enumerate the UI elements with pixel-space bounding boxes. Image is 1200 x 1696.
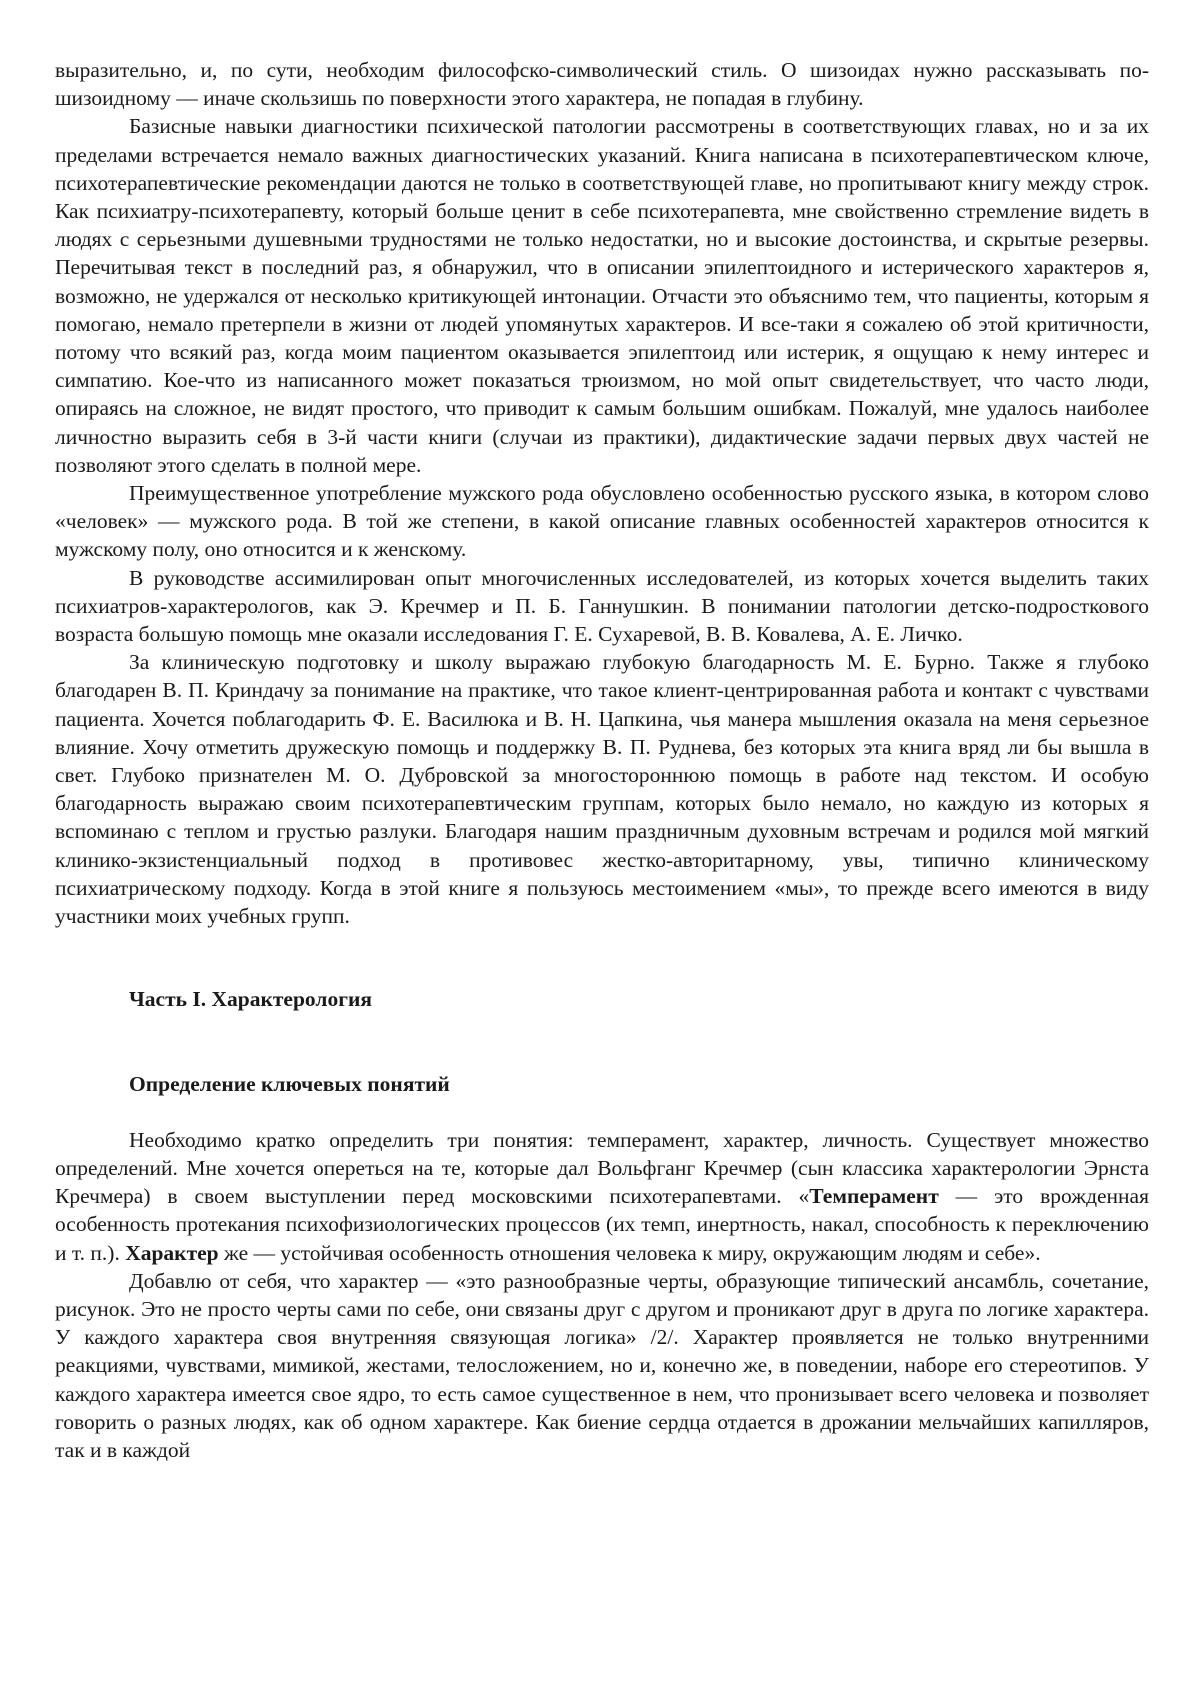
paragraph-definitions [55,1126,1149,1267]
term-temperament: Темперамент [809,1184,939,1209]
part-heading: Часть I. Характерология [129,987,372,1012]
paragraph-acknowledgements: За клиническую подготовку и школу выражаю глубокую благодарность М. Е. Бурно. Также я глубоко благодарен В. П. Криндачу за понимание на практике, что такое клиент-центрированная работа и контакт с чувствами пациента. Хочется поблагодарить Ф. Е. Василюка и В. Н. Цапкина, чья манера мышления оказала на меня серьезное влияние. Хочу отметить дружескую помощь и поддержку В. П. Руднева, без которых эта книга вряд ли бы вышла в свет. Глубоко признателен М. О. Дубровской за многостороннюю помощь в работе над текстом. И особую благодарность выражаю своим психотерапевтическим группам, которых было немало, но каждую из которых я вспоминаю с теплом и грустью разлуки. Благодаря нашим праздничным духовным встречам и родился мой мягкий клинико-экзистенциальный подход в противовес жестко-авторитарному, увы, типично клиническому психиатрическому подходу. Когда в этой книге я пользуюсь местоимением «мы», то прежде всего имеются в виду участники моих учебных групп. [55,650,1149,929]
spacer [55,1098,1149,1126]
definitions-end: же — устойчивая особенность отношения человека к миру, окружающим людям и себе». [218,1240,1041,1265]
paragraph-diagnostics: Базисные навыки диагностики психической патологии рассмотрены в соответствующих главах, но и за их пределами встречается немало важных диагностических указаний. Книга написана в психотерапевтическом ключе, психотерапевтические рекомендации даются не только в соответствующей главе, но пропитывают книгу между строк. Как психиатру-психотерапевту, который больше ценит в себе психотерапевта, мне свойственно стремление видеть в людях с серьезными душевными трудностями не только недостатки, но и высокие достоинства, и скрытые резервы. Перечитывая текст в последний раз, я обнаружил, что в описании эпилептоидного и истерического характеров я, возможно, не удержался от несколько критикующей интонации. Отчасти это объяснимо тем, что пациенты, которым я помогаю, немало претерпели в жизни от людей упомянутых характеров. И все-таки я сожалею об этой критичности, потому что всякий раз, когда моим пациентом оказывается эпилептоид или истерик, я ощущаю к нему интерес и симпатию. Кое-что из написанного может показаться трюизмом, но мой опыт свидетельствует, что часто люди, опираясь на сложное, не видят простого, что приводит к самым большим ошибкам. Пожалуй, мне удалось наиболее личностно выразить себя в 3-й части книги (случаи из практики), дидактические задачи первых двух частей не позволяют этого сделать в полной мере. [55,114,1149,477]
section-heading: Определение ключевых понятий [129,1071,450,1096]
spacer [55,930,1149,985]
paragraph-shizoid-style: выразительно, и, по сути, необходим философско-символический стиль. О шизоидах нужно рассказывать по-шизоидному — иначе скользишь по поверхности этого характера, не попадая в глубину. [55,58,1149,111]
paragraph-researchers: В руководстве ассимилирован опыт многочисленных исследователей, из которых хочется выделить таких психиатров-характерологов, как Э. Кречмер и П. Б. Ганнушкин. В понимании патологии детско-подросткового возраста большую помощь мне оказали исследования Г. Е. Сухаревой, В. В. Ковалева, А. Е. Личко. [55,565,1149,647]
definitions-middle: — это врожденная особенность протекания психофизиологических процессов (их темп, инертность, накал, способность к переключению и т. п.). [55,1184,1149,1265]
spacer [55,1014,1149,1070]
document-page [55,56,1149,1464]
definitions-intro: Необходимо кратко определить три понятия: темперамент, характер, личность. Существует множество определений. Мне хочется опереться на те, которые дал Вольфганг Кречмер (сын классика характерологии Эрнста Кречмера) в своем выступлении перед московскими психотерапевтами. « [55,1127,1149,1209]
term-character: Характер [125,1240,219,1265]
paragraph-character-definition: Добавлю от себя, что характер — «это разнообразные черты, образующие типический ансамбль, сочетание, рисунок. Это не просто черты сами по себе, они связаны друг с другом и проникают друг в друга по логике характера. У каждого характера своя внутренняя связующая логика» /2/. Характер проявляется не только внутренними реакциями, чувствами, мимикой, жестами, телосложением, но и, конечно же, в поведении, наборе его стереотипов. У каждого характера имеется свое ядро, то есть самое существенное в нем, что пронизывает всего человека и позволяет говорить о разных людях, как об одном характере. Как биение сердца отдается в дрожании мельчайших капилляров, так и в каждой [55,1268,1149,1462]
paragraph-masculine-gender: Преимущественное употребление мужского рода обусловлено особенностью русского языка, в котором слово «человек» — мужского рода. В той же степени, в какой описание главных особенностей характеров относится к мужскому полу, оно относится и к женскому. [55,481,1149,562]
